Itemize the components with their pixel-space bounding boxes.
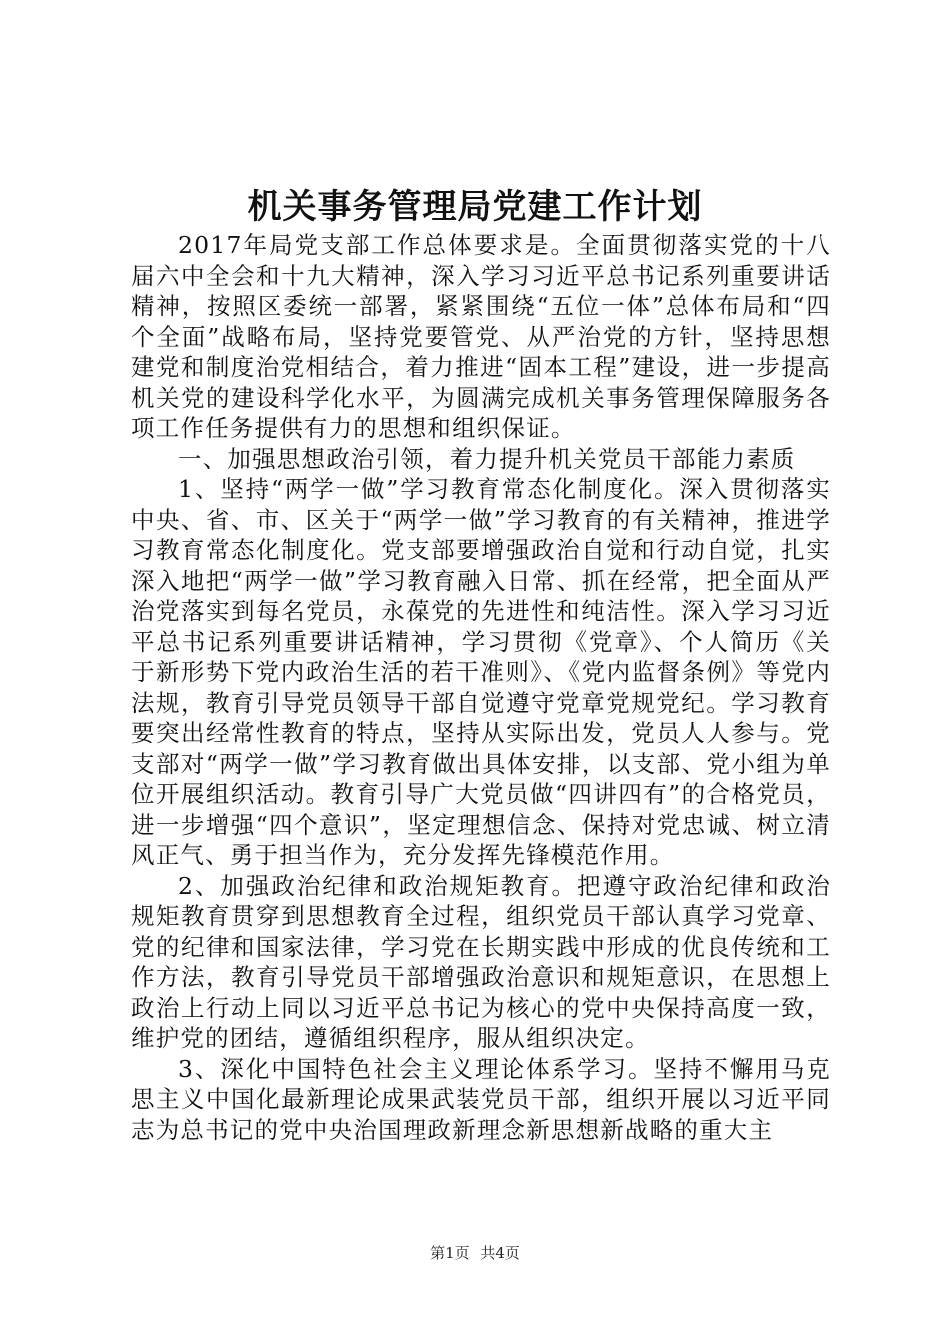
document-body xyxy=(131,230,831,1145)
paragraph-item-1: 1、坚持“两学一做”学习教育常态化制度化。深入贯彻落实中央、省、市、区关于“两学一做”学习教育的有关精神，推进学习教育常态化制度化。党支部要增强政治自觉和行动自觉，扎实深入地把“两学一做”学习教育融入日常、抓在经常，把全面从严治党落实到每名党员，永葆党的先进性和纯洁性。深入学习习近平总书记系列重要讲话精神，学习贯彻《党章》、个人简历《关于新形势下党内政治生活的若干准则》、《党内监督条例》等党内法规，教育引导党员领导干部自觉遵守党章党规党纪。学习教育要突出经常性教育的特点，坚持从实际出发，党员人人参与。党支部对“两学一做”学习教育做出具体安排，以支部、党小组为单位开展组织活动。教育引导广大党员做“四讲四有”的合格党员，进一步增强“四个意识”，坚定理想信念、保持对党忠诚、树立清风正气、勇于担当作为，充分发挥先锋模范作用。 xyxy=(131,475,831,869)
paragraph-item-2: 2、加强政治纪律和政治规矩教育。把遵守政治纪律和政治规矩教育贯穿到思想教育全过程，组织党员干部认真学习党章、党的纪律和国家法律，学习党在长期实践中形成的优良传统和工作方法，教育引导党员干部增强政治意识和规矩意识，在思想上政治上行动上同以习近平总书记为核心的党中央保持高度一致，维护党的团结，遵循组织程序，服从组织决定。 xyxy=(131,871,831,1052)
paragraph-intro: 2017年局党支部工作总体要求是。全面贯彻落实党的十八届六中全会和十九大精神，深入学习习近平总书记系列重要讲话精神，按照区委统一部署，紧紧围绕“五位一体”总体布局和“四个全面”战略布局，坚持党要管党、从严治党的方针，坚持思想建党和制度治党相结合，着力推进“固本工程”建设，进一步提高机关党的建设科学化水平，为圆满完成机关事务管理保障服务各项工作任务提供有力的思想和组织保证。 xyxy=(131,231,831,442)
section-heading-1: 一、加强思想政治引领，着力提升机关党员干部能力素质 xyxy=(178,444,796,473)
page-number-total: 共4页 xyxy=(480,1244,520,1262)
document-title: 机关事务管理局党建工作计划 xyxy=(247,187,703,227)
page-footer xyxy=(0,1243,950,1263)
paragraph-item-3: 3、深化中国特色社会主义理论体系学习。坚持不懈用马克思主义中国化最新理论成果武装党员干部，组织开展以习近平同志为总书记的党中央治国理政新理念新思想新战略的重大主 xyxy=(131,1054,831,1144)
page-number-current: 第1页 xyxy=(430,1244,470,1262)
